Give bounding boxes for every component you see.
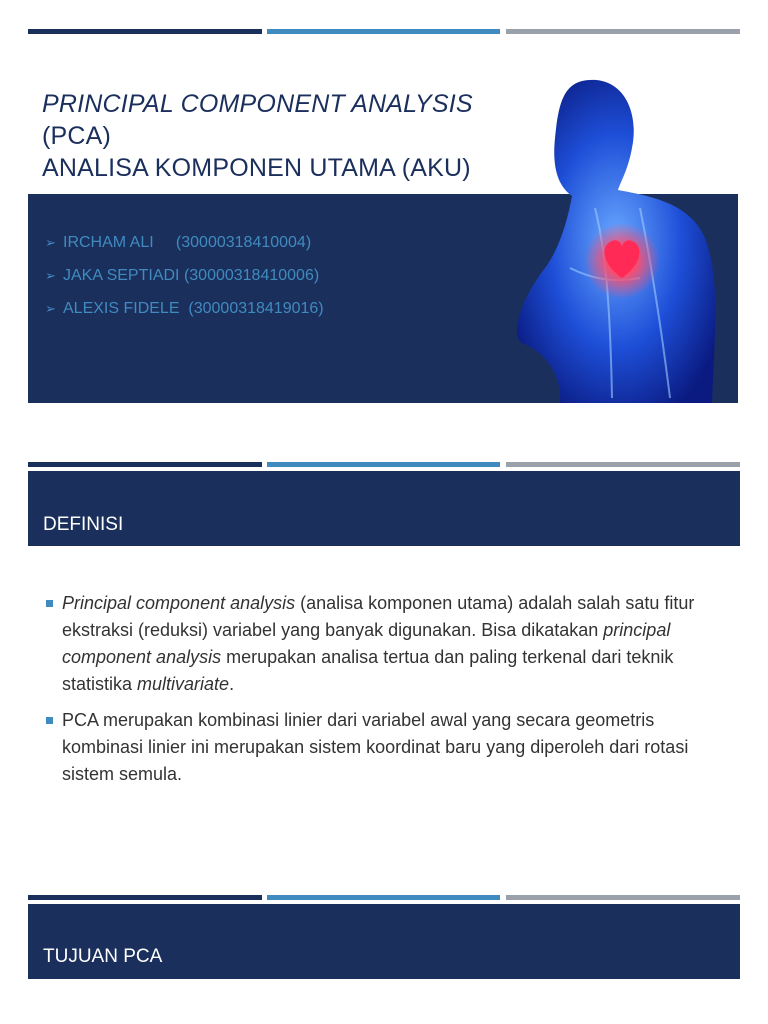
decorative-bars-slide-3: [28, 895, 740, 900]
title-line-2: ANALISA KOMPONEN UTAMA (AKU): [42, 154, 471, 182]
decorative-bars-slide-2: [28, 462, 740, 467]
bar-navy: [28, 895, 262, 900]
arrow-bullet-icon: ➢: [45, 301, 56, 316]
list-item: Principal component analysis (analisa komponen utama) adalah salah satu fitur ekstraksi (reduksi) variabel yang banyak digunakan. Bisa dikatakan principal component analysis merupakan analisa tertua dan paling terkenal dari teknik statistika multivariate.: [46, 590, 726, 698]
bar-navy: [28, 29, 262, 34]
author-item: ➢ IRCHAM ALI (30000318410004): [45, 226, 324, 259]
author-item: ➢ JAKA SEPTIADI (30000318410006): [45, 259, 324, 292]
bar-gray: [506, 29, 740, 34]
tujuan-heading: TUJUAN PCA: [43, 946, 163, 967]
author-list: [45, 226, 324, 325]
definisi-header: [28, 471, 740, 546]
list-item: PCA merupakan kombinasi linier dari variabel awal yang secara geometris kombinasi linier ini merupakan sistem koordinat baru yang diperoleh dari rotasi sistem semula.: [46, 707, 726, 788]
definisi-heading: DEFINISI: [43, 514, 124, 535]
bar-blue: [267, 462, 500, 467]
bar-gray: [506, 462, 740, 467]
arrow-bullet-icon: ➢: [45, 235, 56, 250]
definisi-content: [46, 590, 726, 797]
bar-blue: [267, 895, 500, 900]
bar-blue: [267, 29, 500, 34]
square-bullet-icon: [46, 600, 53, 607]
author-item: ➢ ALEXIS FIDELE (30000318419016): [45, 292, 324, 325]
bar-navy: [28, 462, 262, 467]
slide-title: [42, 88, 542, 184]
tujuan-header: [28, 904, 740, 979]
bar-gray: [506, 895, 740, 900]
square-bullet-icon: [46, 717, 53, 724]
decorative-top-bars: [28, 29, 740, 34]
title-line-1: PRINCIPAL COMPONENT ANALYSIS (PCA): [42, 90, 473, 150]
human-heart-illustration: [500, 78, 738, 403]
arrow-bullet-icon: ➢: [45, 268, 56, 283]
